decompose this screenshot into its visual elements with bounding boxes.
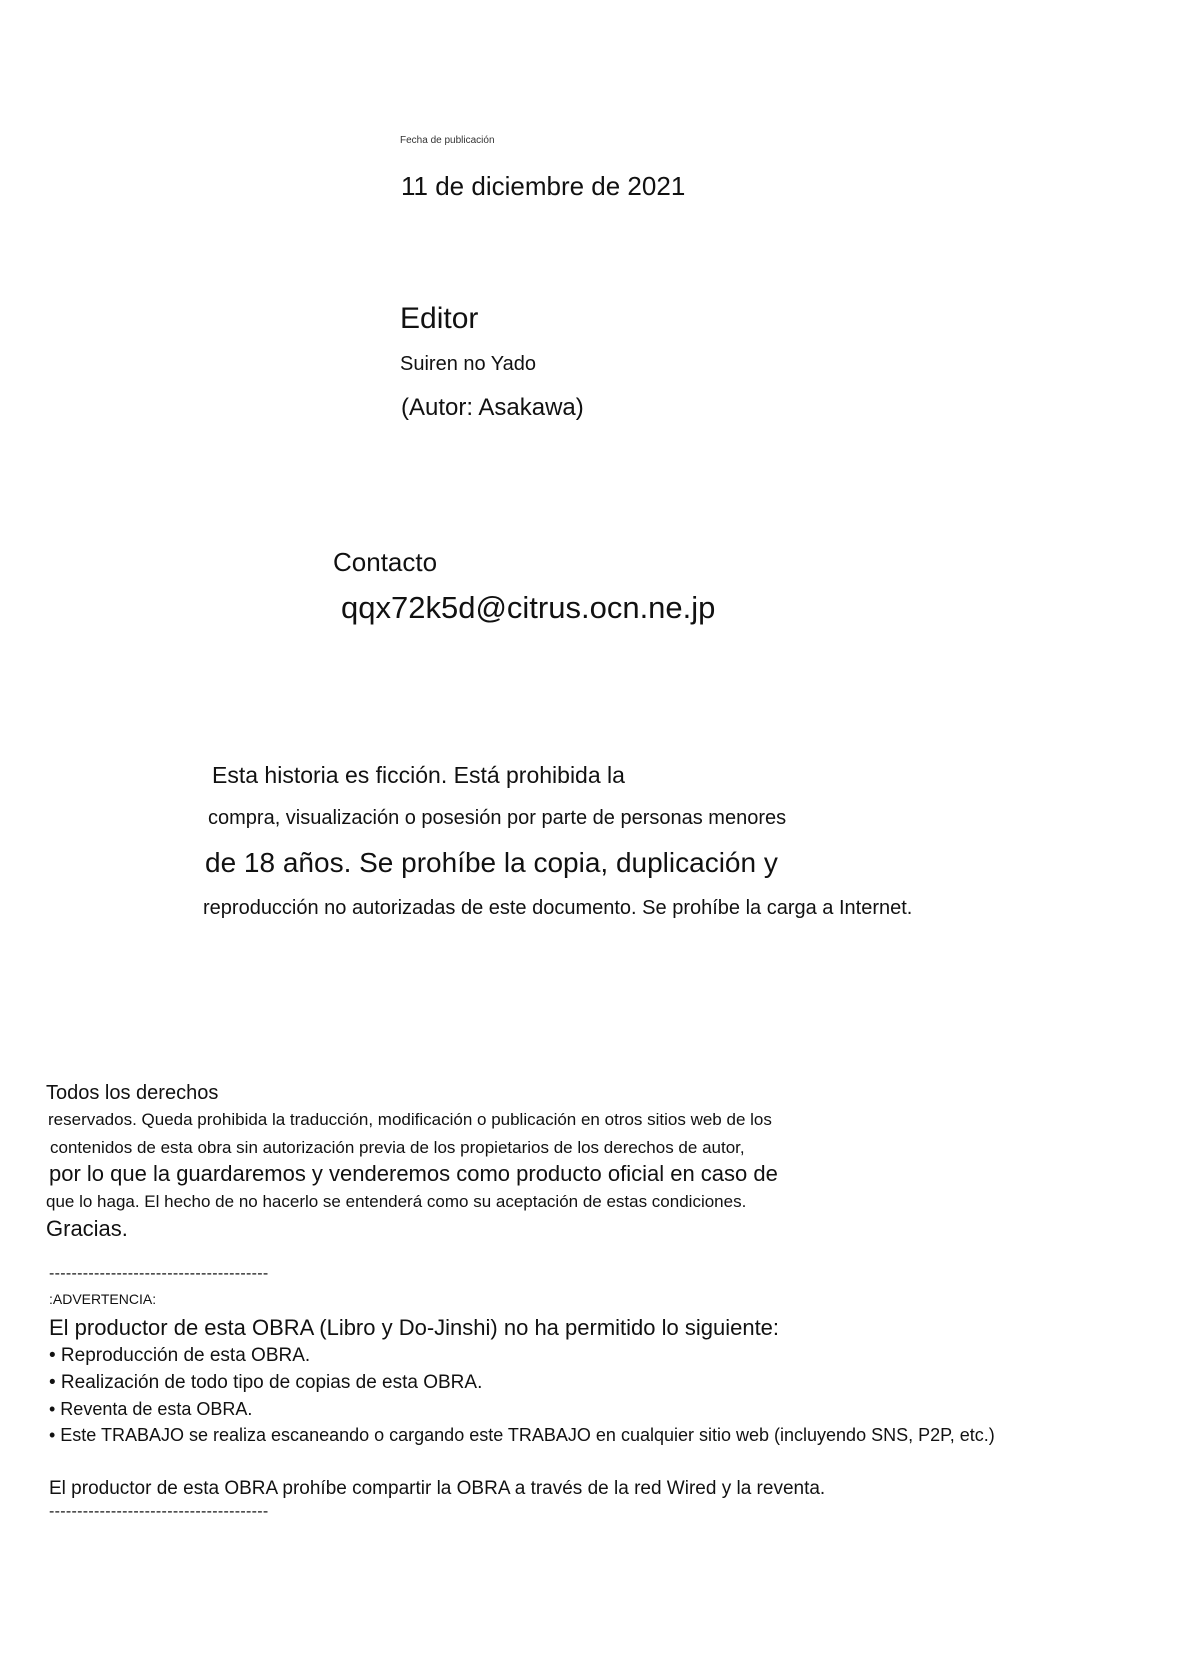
- rights-notice-line-2: reservados. Queda prohibida la traducción, modificación o publicación en otros sitios web de los: [48, 1110, 772, 1129]
- warning-intro: El productor de esta OBRA (Libro y Do-Jinshi) no ha permitido lo siguiente:: [49, 1315, 780, 1340]
- publication-date-label: Fecha de publicación: [400, 135, 495, 146]
- rights-notice-line-1: Todos los derechos: [46, 1082, 219, 1104]
- warning-item-4: • Este TRABAJO se realiza escaneando o cargando este TRABAJO en cualquier sitio web (incluyendo SNS, P2P, etc.): [49, 1425, 995, 1445]
- divider-top: ---------------------------------------: [49, 1265, 269, 1282]
- warning-label: :ADVERTENCIA:: [49, 1291, 157, 1307]
- rights-notice-line-5: que lo haga. El hecho de no hacerlo se entenderá como su aceptación de estas condiciones.: [46, 1192, 747, 1211]
- editor-heading: Editor: [400, 302, 479, 335]
- author-name: (Autor: Asakawa): [401, 394, 584, 421]
- warning-item-1: • Reproducción de esta OBRA.: [49, 1345, 311, 1366]
- rights-notice-line-6: Gracias.: [46, 1216, 128, 1241]
- editor-name: Suiren no Yado: [400, 353, 537, 375]
- contact-email: qqx72k5d@citrus.ocn.ne.jp: [341, 590, 716, 625]
- warning-item-3: • Reventa de esta OBRA.: [49, 1399, 253, 1419]
- fiction-notice-line-2: compra, visualización o posesión por parte de personas menores: [208, 807, 787, 829]
- divider-bottom: ---------------------------------------: [49, 1503, 269, 1520]
- rights-notice-line-3: contenidos de esta obra sin autorización previa de los propietarios de los derechos de autor,: [50, 1138, 745, 1157]
- warning-closing: El productor de esta OBRA prohíbe compartir la OBRA a través de la red Wired y la reventa.: [49, 1478, 826, 1499]
- fiction-notice-line-1: Esta historia es ficción. Está prohibida la: [212, 762, 625, 788]
- contact-heading: Contacto: [333, 547, 438, 577]
- fiction-notice-line-3: de 18 años. Se prohíbe la copia, duplicación y: [205, 847, 778, 878]
- publication-date: 11 de diciembre de 2021: [401, 171, 686, 201]
- warning-item-2: • Realización de todo tipo de copias de esta OBRA.: [49, 1372, 483, 1393]
- rights-notice-line-4: por lo que la guardaremos y venderemos como producto oficial en caso de: [49, 1161, 778, 1186]
- fiction-notice-line-4: reproducción no autorizadas de este documento. Se prohíbe la carga a Internet.: [203, 897, 913, 919]
